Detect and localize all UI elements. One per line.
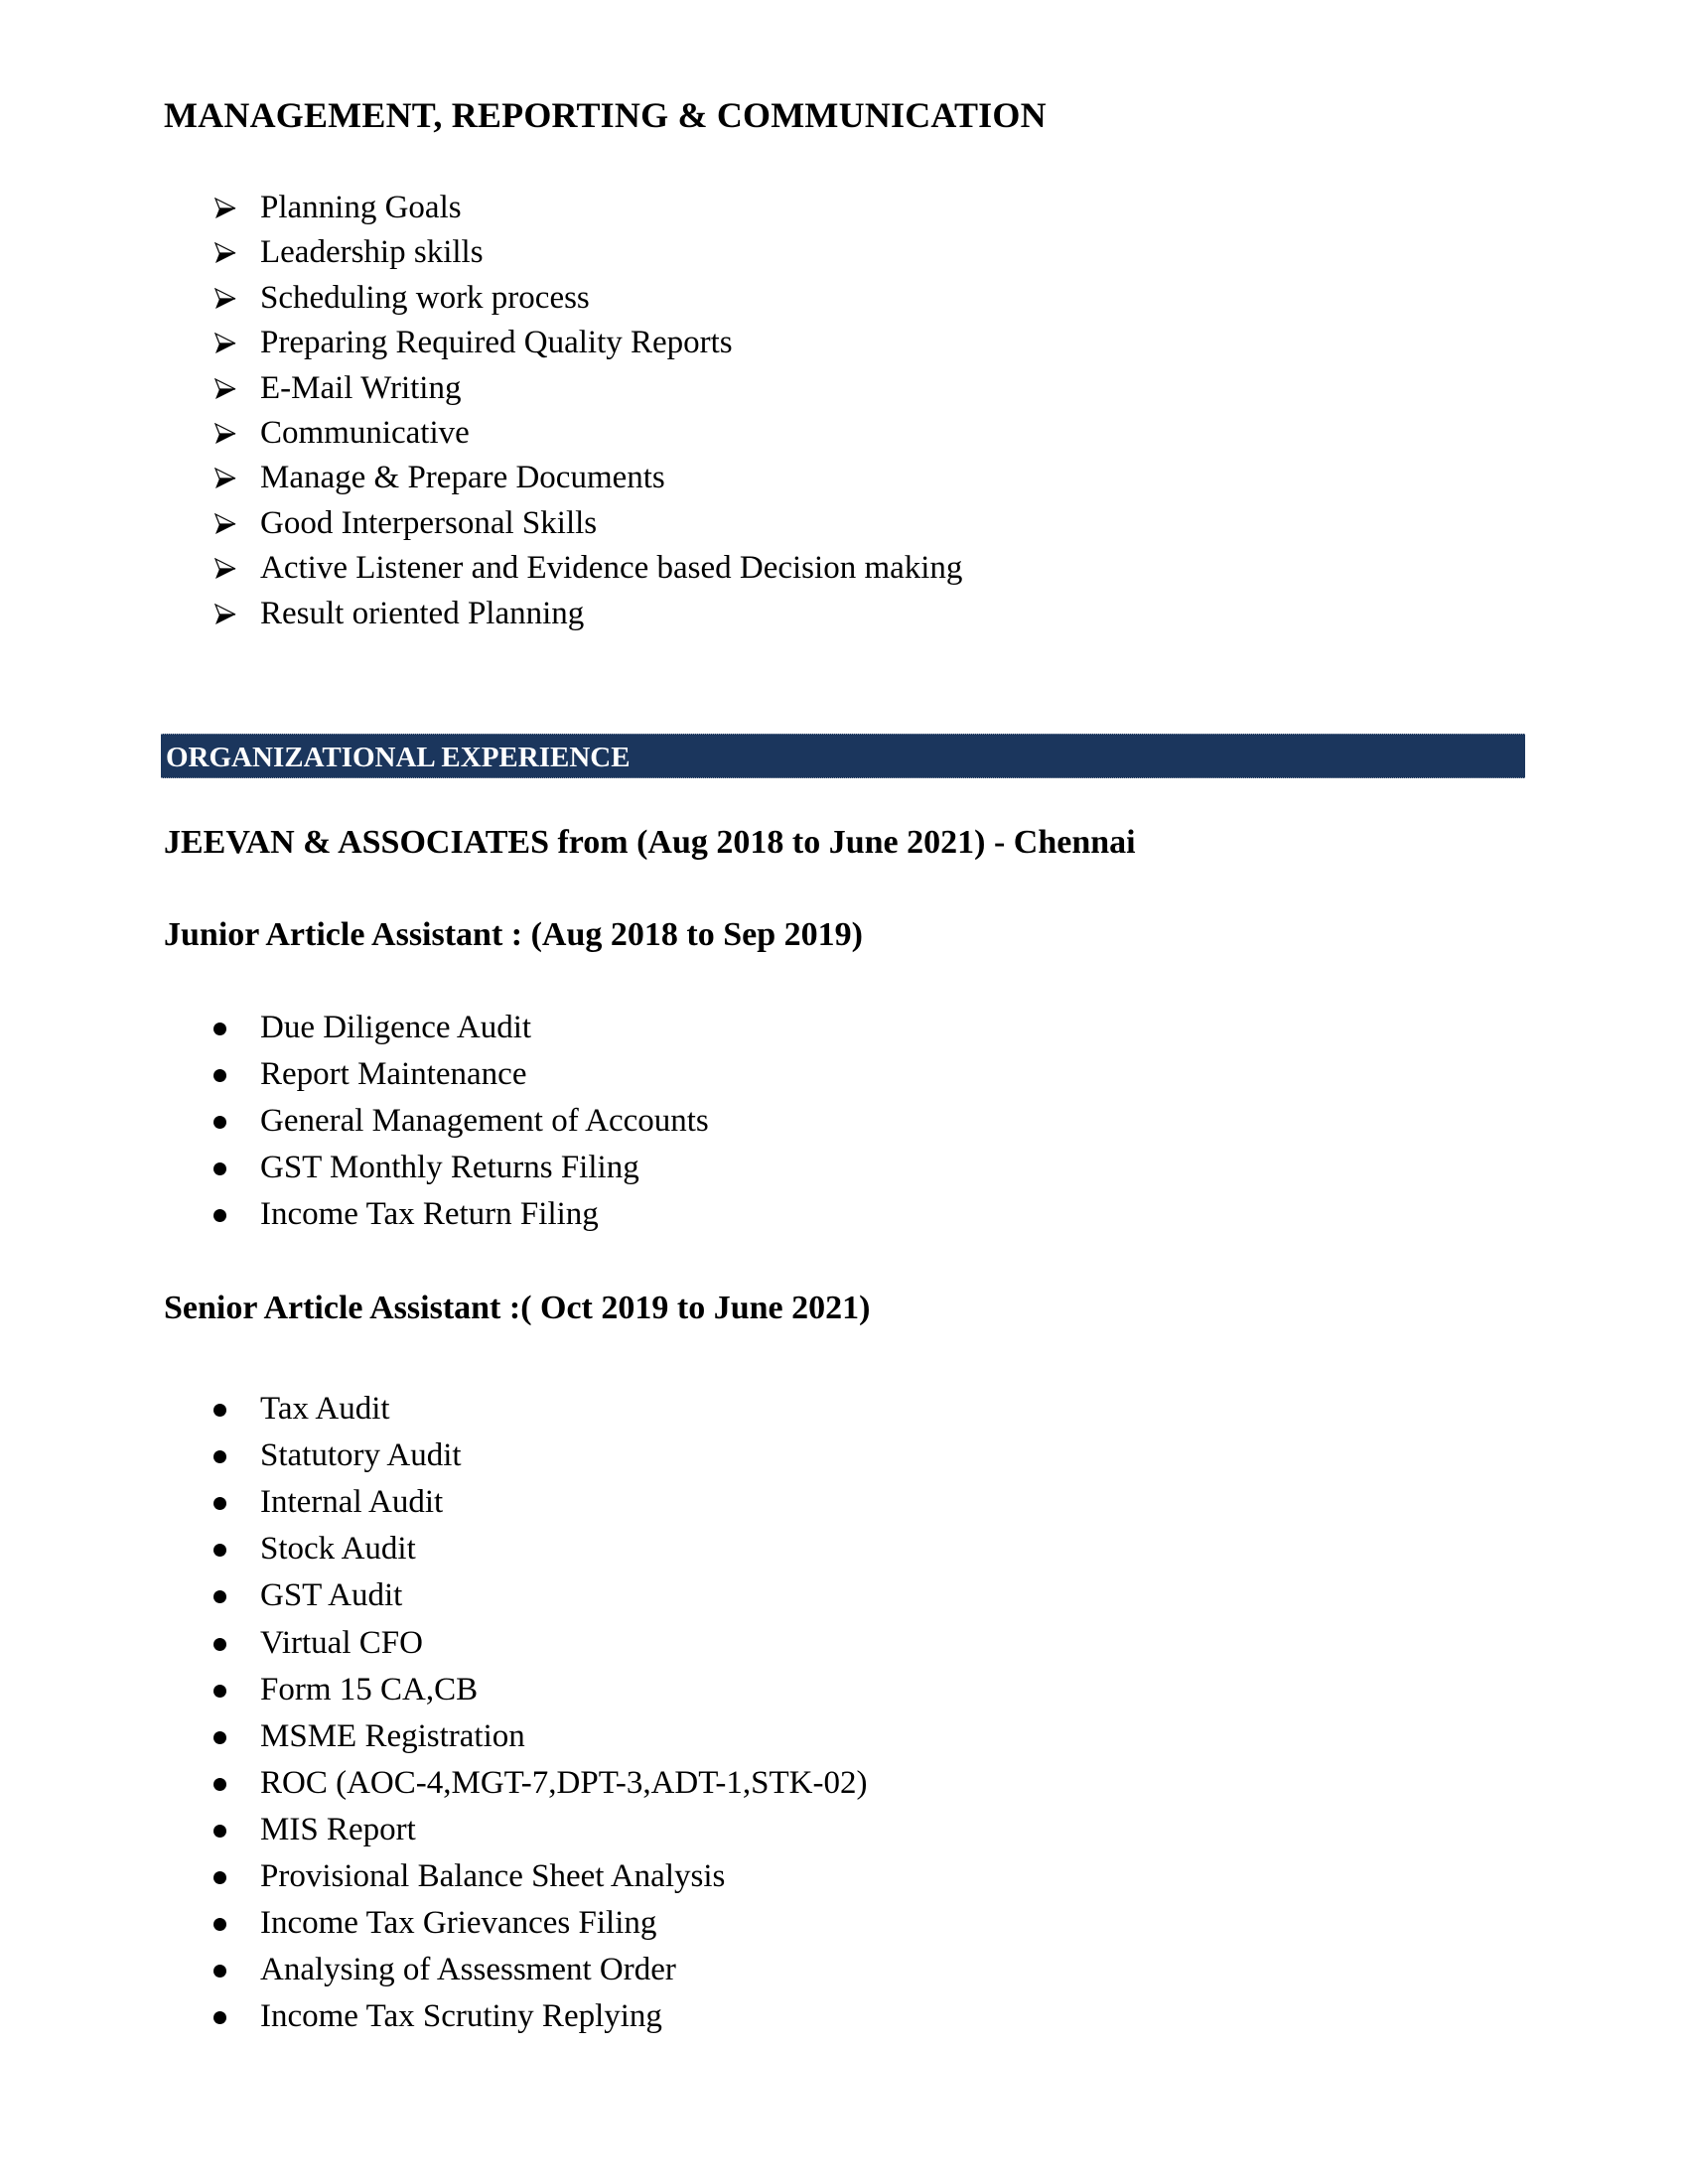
list-item-text: Scheduling work process	[260, 279, 590, 316]
disc-bullet-icon	[213, 1209, 226, 1222]
list-item-text: Due Diligence Audit	[260, 1010, 532, 1045]
disc-bullet-icon	[213, 1731, 226, 1744]
company-line: JEEVAN & ASSOCIATES from (Aug 2018 to June 2021) - Chennai	[164, 824, 1136, 861]
list-item-text: Active Listener and Evidence based Decision making	[260, 550, 963, 587]
list-item-text: Good Interpersonal Skills	[260, 504, 598, 541]
disc-bullet-icon	[213, 1069, 226, 1082]
organizational-experience-banner	[161, 734, 1525, 778]
disc-bullet-icon	[213, 2011, 226, 2024]
list-item-text: Income Tax Scrutiny Replying	[260, 1998, 662, 2035]
disc-bullet-icon	[213, 1685, 226, 1698]
list-item-text: E-Mail Writing	[260, 369, 462, 406]
list-item-text: Virtual CFO	[260, 1624, 423, 1661]
list-item-text: Report Maintenance	[260, 1056, 527, 1093]
disc-bullet-icon	[213, 1404, 226, 1417]
disc-bullet-icon	[213, 1497, 226, 1510]
list-item-text: Income Tax Grievances Filing	[260, 1905, 657, 1942]
list-item-text: GST Audit	[260, 1577, 403, 1614]
list-item-text: Internal Audit	[260, 1484, 444, 1521]
list-item-text: Form 15 CA,CB	[260, 1671, 479, 1707]
disc-bullet-icon	[213, 1450, 226, 1463]
list-item-text: MIS Report	[260, 1811, 416, 1847]
disc-bullet-icon	[213, 1116, 226, 1129]
disc-bullet-icon	[213, 1638, 226, 1651]
banner-label: ORGANIZATIONAL EXPERIENCE	[166, 742, 631, 773]
list-item-text: Tax Audit	[260, 1391, 390, 1427]
junior-role-heading: Junior Article Assistant : (Aug 2018 to Sep 2019)	[164, 916, 863, 953]
list-item-text: Preparing Required Quality Reports	[260, 325, 733, 361]
arrowhead-bullet-icon	[214, 423, 236, 445]
disc-bullet-icon	[213, 1778, 226, 1791]
list-item-text: Result oriented Planning	[260, 595, 585, 631]
disc-bullet-icon	[213, 1825, 226, 1838]
list-item-text: Provisional Balance Sheet Analysis	[260, 1858, 726, 1894]
arrowhead-bullet-icon	[214, 604, 236, 625]
list-item-text: Leadership skills	[260, 234, 484, 271]
list-item-text: Manage & Prepare Documents	[260, 460, 665, 496]
disc-bullet-icon	[213, 1965, 226, 1978]
disc-bullet-icon	[213, 1918, 226, 1931]
list-item-text: GST Monthly Returns Filing	[260, 1150, 639, 1186]
list-item-text: Income Tax Return Filing	[260, 1196, 599, 1233]
list-item-text: Communicative	[260, 415, 470, 451]
list-item-text: ROC (AOC-4,MGT-7,DPT-3,ADT-1,STK-02)	[260, 1764, 868, 1801]
arrowhead-bullet-icon	[214, 378, 236, 400]
list-item-text: Statutory Audit	[260, 1437, 462, 1474]
list-item-text: MSME Registration	[260, 1717, 525, 1754]
disc-bullet-icon	[213, 1544, 226, 1557]
disc-bullet-icon	[213, 1162, 226, 1175]
arrowhead-bullet-icon	[214, 513, 236, 535]
arrowhead-bullet-icon	[214, 468, 236, 489]
disc-bullet-icon	[213, 1590, 226, 1603]
list-item-text: Stock Audit	[260, 1531, 416, 1568]
disc-bullet-icon	[213, 1871, 226, 1884]
list-item-text: Planning Goals	[260, 190, 462, 225]
arrowhead-bullet-icon	[214, 242, 236, 264]
arrowhead-bullet-icon	[214, 333, 236, 354]
arrowhead-bullet-icon	[214, 288, 236, 310]
management-heading: MANAGEMENT, REPORTING & COMMUNICATION	[164, 95, 1047, 135]
list-item-text: Analysing of Assessment Order	[260, 1952, 676, 1988]
senior-role-heading: Senior Article Assistant :( Oct 2019 to June 2021)	[164, 1290, 871, 1326]
list-item-text: General Management of Accounts	[260, 1103, 709, 1140]
arrowhead-bullet-icon	[214, 558, 236, 580]
arrowhead-bullet-icon	[214, 198, 236, 219]
disc-bullet-icon	[213, 1023, 226, 1035]
